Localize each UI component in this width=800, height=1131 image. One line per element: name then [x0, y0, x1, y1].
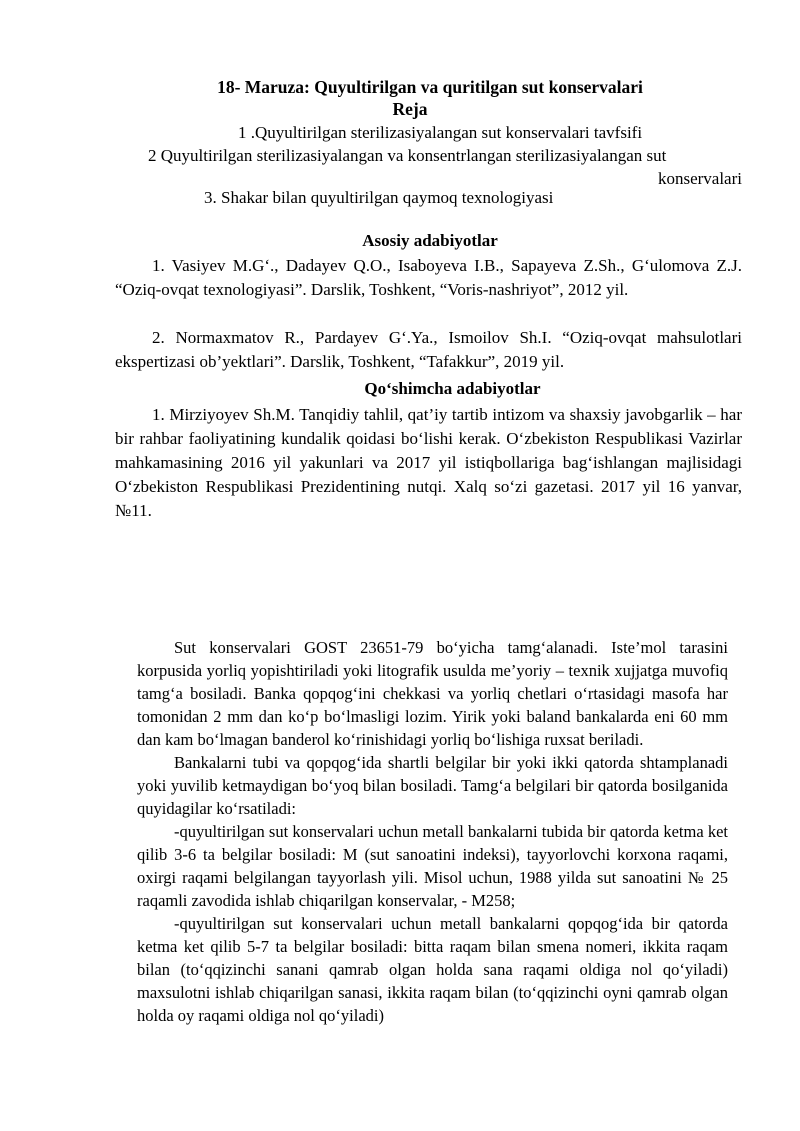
lecture-title: 18- Maruza: Quyultirilgan va quritilgan sut konservalari — [217, 77, 643, 97]
main-references-heading: Asosiy adabiyotlar — [362, 231, 498, 250]
body-paragraph-2: Bankalarni tubi va qopqog‘ida shartli belgilar bir yoki ikki qatorda shtamplanadi yoki yuvilib ketmaydigan bo‘yoq bilan bosiladi. Tamg‘a belgilari bir qatorda bosilganida quyidagilar ko‘rsatiladi: — [137, 753, 728, 818]
main-reference-2: 2. Normaxmatov R., Pardayev G‘.Ya., Ismoilov Sh.I. “Oziq-ovqat mahsulotlari ekspertizasi ob’yektlari”. Darslik, Toshkent, “Tafakkur”, 2019 yil. — [115, 328, 742, 371]
plan-item-1: 1 .Quyultirilgan sterilizasiyalangan sut konservalari tavfsifi — [237, 123, 643, 142]
plan-item-2 — [148, 144, 742, 190]
body-text — [137, 636, 728, 1027]
body-paragraph-4: -quyultirilgan sut konservalari uchun metall bankalarni qopqog‘ida bir qatorda ketma ket qilib 5-7 ta belgilar bosiladi: bitta raqam bilan smena nomeri, ikkita raqam bilan (to‘qqizinchi sanani qamrab olgan holda sana raqami oldiga nol qo‘yiladi) maxsulotni ishlab chiqarilgan sanasi, ikkita raqam bilan (to‘qqizinchi oyni qamrab olgan holda oy raqami oldiga nol qo‘yiladi) — [137, 914, 728, 1025]
body-paragraph-3: -quyultirilgan sut konservalari uchun metall bankalarni tubida bir qatorda ketma ket qilib 3-6 ta belgilar bosiladi: M (sut sanoatini indeksi), tayyorlovchi korxona raqami, oxirgi raqami belgilangan tayyorlash yili. Misol uchun, 1988 yilda sut sanoatini № 25 raqamli zavodida ishlab chiqarilgan konservalar, - M258; — [137, 822, 728, 910]
plan-item-2-line-2: konservalari — [657, 169, 742, 188]
plan-item-3: 3. Shakar bilan quyultirilgan qaymoq texnologiyasi — [204, 188, 554, 207]
body-paragraph-1: Sut konservalari GOST 23651-79 bo‘yicha tamg‘alanadi. Iste’mol tarasini korpusida yorliq yopishtiriladi yoki litografik usulda me’yoriy – texnik xujjatga muvofiq tamg‘a bosiladi. Banka qopqog‘ini chekkasi va yorliq chetlari o‘rtasidagi masofa har tomonidan 2 mm dan ko‘p bo‘lmasligi lozim. Yirik yoki baland bankalarda eni 60 mm dan kam bo‘lmagan banderol ko‘rinishidagi yorliq bo‘lishiga ruxsat beriladi. — [137, 638, 728, 749]
plan-heading: Reja — [392, 99, 428, 119]
extra-reference-1: 1. Mirziyoyev Sh.M. Tanqidiy tahlil, qat’iy tartib intizom va shaxsiy javobgarlik – har bir rahbar faoliyatining kundalik qoidasi bo‘lishi kerak. O‘zbekiston Respublikasi Vazirlar mahkamasining 2016 yil yakunlari va 2017 yil istiqbollariga bag‘ishlangan majlisidagi O‘zbekiston Respublikasi Prezidentining nutqi. Xalq so‘zi gazetasi. 2017 yil 16 yanvar, №11. — [115, 405, 742, 520]
main-reference-1: 1. Vasiyev M.G‘., Dadayev Q.O., Isaboyeva I.B., Sapayeva Z.Sh., G‘ulomova Z.J. “Oziq-ovqat texnologiyasi”. Darslik, Toshkent, “Voris-nashriyot”, 2012 yil. — [115, 256, 742, 299]
extra-references-heading: Qo‘shimcha adabiyotlar — [364, 379, 541, 398]
plan-item-2-line-1: 2 Quyultirilgan sterilizasiyalangan va konsentrlangan sterilizasiyalangan sut — [148, 146, 667, 165]
